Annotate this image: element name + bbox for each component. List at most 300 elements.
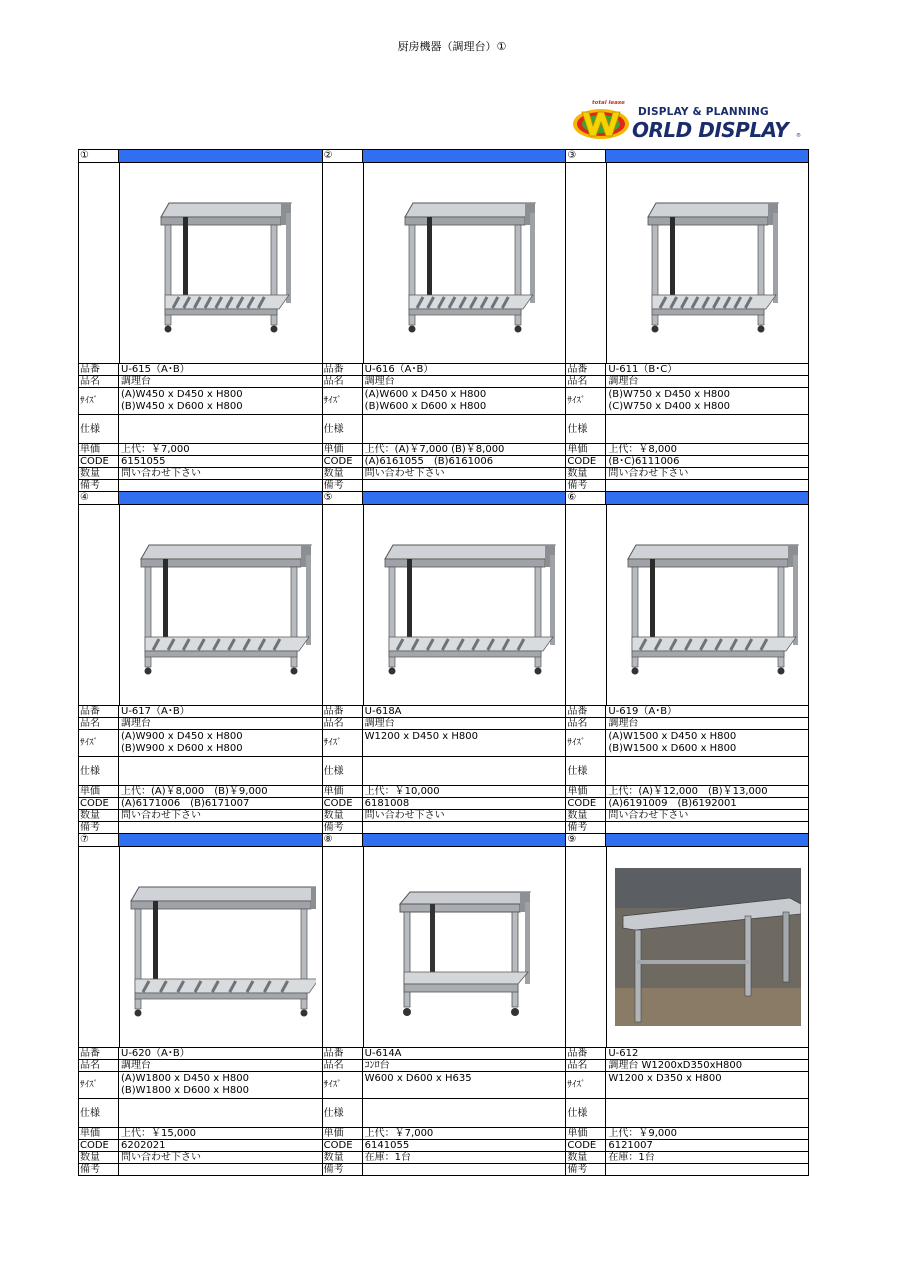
qty-label: 数量 — [323, 1152, 363, 1163]
product-grid — [78, 149, 809, 1176]
product-number-bar — [606, 834, 808, 846]
spec-row — [566, 1099, 808, 1128]
size-label-text: ｻｲｽﾞ — [567, 395, 586, 406]
hinban-value: U-615（A･B） — [121, 364, 190, 375]
qty-row — [79, 810, 322, 822]
size-line-1: (A)W1800 x D450 x H800 — [121, 1073, 249, 1084]
product-card — [566, 492, 809, 834]
qty-value: 問い合わせ下さい — [121, 1152, 201, 1163]
size-row — [566, 388, 808, 415]
size-line-1: (A)W600 x D450 x H800 — [364, 389, 487, 400]
size-label-text: ｻｲｽﾞ — [80, 395, 99, 406]
product-number-row — [323, 834, 566, 847]
size-label — [79, 388, 119, 414]
product-number-bar — [606, 492, 808, 504]
hinmei-row — [323, 1060, 566, 1072]
code-value: (A)6191009 (B)6192001 — [608, 798, 737, 809]
hinmei-row — [79, 718, 322, 730]
hinban-value: U-617（A･B） — [121, 706, 190, 717]
code-label: CODE — [566, 456, 606, 467]
note-value — [119, 480, 322, 491]
hinmei-value: 調理台 W1200xD350xH800 — [608, 1060, 743, 1071]
product-image-row — [79, 847, 322, 1048]
code-row — [79, 456, 322, 468]
size-line-1: (A)W900 x D450 x H800 — [121, 731, 243, 742]
product-number-row — [323, 150, 566, 163]
size-label — [323, 1072, 363, 1098]
w-logo-icon — [572, 106, 630, 140]
note-value — [119, 1164, 322, 1175]
qty-value: 問い合わせ下さい — [608, 810, 689, 821]
code-value: 6151055 — [121, 456, 166, 467]
image-spacer — [79, 163, 119, 363]
note-row — [323, 480, 566, 492]
size-row — [79, 730, 322, 757]
price-row — [566, 786, 808, 798]
size-label — [323, 388, 363, 414]
price-row — [566, 1128, 808, 1140]
price-label: 単価 — [79, 444, 119, 455]
image-spacer — [566, 163, 606, 363]
qty-row — [323, 1152, 566, 1164]
size-line-2: (B)W1800 x D600 x H800 — [121, 1085, 249, 1096]
code-label: CODE — [79, 1140, 119, 1151]
product-card — [323, 834, 567, 1176]
product-card — [566, 834, 809, 1176]
size-value — [363, 388, 566, 414]
hinban-label: 品番 — [323, 1048, 363, 1059]
hinban-label: 品番 — [79, 364, 119, 375]
product-block-row — [79, 492, 809, 834]
hinban-row — [79, 1048, 322, 1060]
qty-row — [79, 468, 322, 480]
note-value — [606, 822, 808, 833]
spec-label: 仕様 — [79, 1099, 119, 1127]
size-label-text: ｻｲｽﾞ — [80, 1079, 99, 1090]
logo-registered-mark: ® — [796, 133, 801, 139]
spec-value — [606, 757, 808, 785]
qty-label: 数量 — [566, 810, 606, 821]
price-value: 上代：￥10,000 — [364, 786, 440, 797]
size-label — [566, 730, 606, 756]
hinmei-value: 調理台 — [121, 718, 151, 729]
note-value — [119, 822, 322, 833]
hinban-label: 品番 — [79, 706, 119, 717]
size-line-1: (A)W450 x D450 x H800 — [121, 389, 243, 400]
hinban-row — [323, 1048, 566, 1060]
hinban-value: U-619（A･B） — [608, 706, 678, 717]
product-image — [606, 163, 808, 363]
qty-value: 問い合わせ下さい — [121, 468, 201, 479]
hinban-label: 品番 — [566, 364, 606, 375]
size-row — [323, 730, 566, 757]
hinmei-row — [566, 376, 808, 388]
size-line-1: (B)W750 x D450 x H800 — [608, 389, 730, 400]
size-value — [119, 388, 322, 414]
hinmei-label: 品名 — [79, 718, 119, 729]
size-label — [323, 730, 363, 756]
size-label — [566, 1072, 606, 1098]
note-row — [79, 480, 322, 492]
price-label: 単価 — [566, 786, 606, 797]
product-image — [119, 163, 322, 363]
image-spacer — [79, 505, 119, 705]
spec-label: 仕様 — [566, 757, 606, 785]
qty-row — [79, 1152, 322, 1164]
product-image — [119, 505, 322, 705]
qty-value: 在庫：1台 — [608, 1152, 655, 1163]
qty-label: 数量 — [566, 468, 606, 479]
qty-label: 数量 — [79, 810, 119, 821]
hinban-label: 品番 — [323, 706, 363, 717]
note-value — [606, 1164, 808, 1175]
hinmei-value: 調理台 — [364, 376, 395, 387]
hinban-label: 品番 — [79, 1048, 119, 1059]
spec-label: 仕様 — [79, 415, 119, 443]
note-row — [566, 480, 808, 492]
note-value — [363, 480, 566, 491]
spec-value — [119, 757, 322, 785]
size-label — [79, 730, 119, 756]
code-row — [566, 456, 808, 468]
size-row — [566, 730, 808, 757]
size-line-2: (B)W600 x D600 x H800 — [364, 401, 487, 412]
note-row — [79, 1164, 322, 1176]
price-value: 上代：(A)￥8,000 (B)￥9,000 — [121, 786, 268, 797]
size-line-1: (A)W1500 x D450 x H800 — [608, 731, 737, 742]
size-line-2: (B)W900 x D600 x H800 — [121, 743, 243, 754]
product-number: ⑦ — [79, 834, 119, 846]
spec-value — [606, 415, 808, 443]
size-value — [119, 730, 322, 756]
hinmei-value: 調理台 — [121, 376, 151, 387]
spec-value — [119, 1099, 322, 1127]
note-value — [363, 822, 566, 833]
code-label: CODE — [323, 456, 363, 467]
product-number-row — [566, 150, 808, 163]
product-image — [363, 505, 566, 705]
hinmei-row — [323, 376, 566, 388]
product-card — [79, 834, 323, 1176]
size-label-text: ｻｲｽﾞ — [323, 737, 342, 748]
qty-value: 問い合わせ下さい — [608, 468, 689, 479]
note-row — [566, 822, 808, 834]
product-number-row — [79, 150, 322, 163]
price-value: 上代：￥9,000 — [608, 1128, 677, 1139]
size-line-1: W1200 x D450 x H800 — [364, 731, 478, 742]
price-label: 単価 — [79, 786, 119, 797]
price-value: 上代：￥8,000 — [608, 444, 677, 455]
hinmei-row — [79, 376, 322, 388]
note-label: 備考 — [79, 1164, 119, 1175]
hinban-row — [323, 706, 566, 718]
spec-value — [119, 415, 322, 443]
logo-line2: ORLD DISPLAY — [632, 118, 789, 142]
hinmei-row — [79, 1060, 322, 1072]
size-value — [119, 1072, 322, 1098]
hinmei-label: 品名 — [323, 376, 363, 387]
note-value — [363, 1164, 566, 1175]
spec-value — [606, 1099, 808, 1127]
note-label: 備考 — [566, 822, 606, 833]
company-logo — [572, 100, 804, 144]
note-label: 備考 — [323, 822, 363, 833]
qty-row — [566, 810, 808, 822]
code-value: (A)6161055 (B)6161006 — [364, 456, 494, 467]
code-value: 6181008 — [364, 798, 410, 809]
code-value: (A)6171006 (B)6171007 — [121, 798, 250, 809]
size-line-1: W600 x D600 x H635 — [364, 1073, 472, 1084]
product-number-bar — [363, 834, 566, 846]
size-label-text: ｻｲｽﾞ — [323, 1079, 342, 1090]
spec-row — [566, 757, 808, 786]
hinmei-value: 調理台 — [121, 1060, 151, 1071]
note-row — [323, 822, 566, 834]
price-row — [79, 786, 322, 798]
size-line-1: W1200 x D350 x H800 — [608, 1073, 722, 1084]
product-number-row — [79, 834, 322, 847]
hinban-row — [323, 364, 566, 376]
hinban-row — [566, 364, 808, 376]
spec-label: 仕様 — [323, 757, 363, 785]
qty-label: 数量 — [323, 810, 363, 821]
price-label: 単価 — [323, 786, 363, 797]
code-row — [323, 456, 566, 468]
code-row — [79, 798, 322, 810]
product-number: ① — [79, 150, 119, 162]
spec-value — [363, 757, 566, 785]
hinmei-row — [323, 718, 566, 730]
price-row — [323, 786, 566, 798]
product-number: ② — [323, 150, 363, 162]
hinmei-label: 品名 — [566, 376, 606, 387]
product-image-row — [323, 505, 566, 706]
code-label: CODE — [566, 1140, 606, 1151]
product-image-row — [323, 163, 566, 364]
hinban-label: 品番 — [566, 1048, 606, 1059]
product-card — [323, 492, 567, 834]
size-row — [79, 388, 322, 415]
size-label — [79, 1072, 119, 1098]
spec-row — [79, 1099, 322, 1128]
price-label: 単価 — [323, 1128, 363, 1139]
size-value — [363, 1072, 566, 1098]
price-label: 単価 — [566, 1128, 606, 1139]
hinmei-value: 調理台 — [608, 376, 639, 387]
hinmei-label: 品名 — [323, 1060, 363, 1071]
product-image — [606, 505, 808, 705]
code-value: 6202021 — [121, 1140, 166, 1151]
size-value — [606, 730, 808, 756]
product-image-row — [79, 163, 322, 364]
hinmei-value: 調理台 — [608, 718, 639, 729]
price-value: 上代：(A)￥12,000 (B)￥13,000 — [608, 786, 768, 797]
spec-row — [566, 415, 808, 444]
price-row — [79, 1128, 322, 1140]
product-number-row — [566, 834, 808, 847]
image-spacer — [566, 505, 606, 705]
qty-row — [323, 468, 566, 480]
product-number-bar — [119, 834, 322, 846]
qty-value: 在庫：1台 — [364, 1152, 412, 1163]
size-row — [79, 1072, 322, 1099]
hinmei-label: 品名 — [566, 718, 606, 729]
product-image-row — [323, 847, 566, 1048]
size-value — [363, 730, 566, 756]
code-row — [566, 1140, 808, 1152]
product-card — [79, 492, 323, 834]
hinban-label: 品番 — [566, 706, 606, 717]
product-card — [566, 150, 809, 492]
code-label: CODE — [323, 1140, 363, 1151]
code-label: CODE — [323, 798, 363, 809]
hinban-value: U-618A — [364, 706, 402, 717]
hinban-value: U-614A — [364, 1048, 402, 1059]
code-row — [323, 798, 566, 810]
image-spacer — [566, 847, 606, 1047]
code-row — [79, 1140, 322, 1152]
product-image-row — [79, 505, 322, 706]
code-value: (B･C)6111006 — [608, 456, 680, 467]
spec-row — [79, 757, 322, 786]
hinmei-label: 品名 — [323, 718, 363, 729]
product-image — [363, 163, 566, 363]
spec-row — [323, 415, 566, 444]
product-number: ⑧ — [323, 834, 363, 846]
hinmei-value: ｺﾝﾛ台 — [364, 1060, 390, 1071]
price-label: 単価 — [566, 444, 606, 455]
product-image-row — [566, 163, 808, 364]
hinmei-label: 品名 — [79, 376, 119, 387]
hinban-label: 品番 — [323, 364, 363, 375]
code-row — [566, 798, 808, 810]
product-image-row — [566, 505, 808, 706]
price-row — [79, 444, 322, 456]
spec-label: 仕様 — [566, 415, 606, 443]
product-number-bar — [363, 492, 566, 504]
size-label-text: ｻｲｽﾞ — [567, 737, 586, 748]
note-label: 備考 — [79, 480, 119, 491]
hinban-value: U-620（A･B） — [121, 1048, 190, 1059]
price-row — [323, 444, 566, 456]
qty-label: 数量 — [79, 1152, 119, 1163]
qty-row — [566, 1152, 808, 1164]
price-row — [323, 1128, 566, 1140]
product-card — [79, 150, 323, 492]
image-spacer — [79, 847, 119, 1047]
product-block-row — [79, 150, 809, 492]
product-block-row — [79, 834, 809, 1176]
hinmei-row — [566, 1060, 808, 1072]
hinmei-label: 品名 — [566, 1060, 606, 1071]
spec-row — [323, 757, 566, 786]
size-line-2: (B)W1500 x D600 x H800 — [608, 743, 737, 754]
note-row — [79, 822, 322, 834]
image-spacer — [323, 847, 363, 1047]
product-number: ⑨ — [566, 834, 606, 846]
product-image — [119, 847, 322, 1047]
spec-value — [363, 415, 566, 443]
code-label: CODE — [79, 798, 119, 809]
product-number-bar — [119, 492, 322, 504]
size-value — [606, 388, 808, 414]
price-value: 上代：￥7,000 — [364, 1128, 434, 1139]
logo-line1: DISPLAY & PLANNING — [638, 106, 769, 118]
code-row — [323, 1140, 566, 1152]
price-value: 上代：(A)￥7,000 (B)￥8,000 — [364, 444, 505, 455]
size-row — [323, 388, 566, 415]
product-number: ③ — [566, 150, 606, 162]
size-line-2: (B)W450 x D600 x H800 — [121, 401, 243, 412]
product-number-row — [323, 492, 566, 505]
note-row — [323, 1164, 566, 1176]
hinban-row — [566, 1048, 808, 1060]
size-label-text: ｻｲｽﾞ — [567, 1079, 586, 1090]
note-row — [566, 1164, 808, 1176]
size-row — [566, 1072, 808, 1099]
size-row — [323, 1072, 566, 1099]
note-label: 備考 — [323, 480, 363, 491]
qty-row — [323, 810, 566, 822]
spec-label: 仕様 — [79, 757, 119, 785]
qty-value: 問い合わせ下さい — [364, 810, 445, 821]
hinmei-label: 品名 — [79, 1060, 119, 1071]
hinban-row — [566, 706, 808, 718]
price-label: 単価 — [79, 1128, 119, 1139]
spec-row — [79, 415, 322, 444]
size-value — [606, 1072, 808, 1098]
product-number: ④ — [79, 492, 119, 504]
product-number-row — [79, 492, 322, 505]
hinban-value: U-616（A･B） — [364, 364, 434, 375]
qty-row — [566, 468, 808, 480]
note-label: 備考 — [566, 480, 606, 491]
code-label: CODE — [566, 798, 606, 809]
qty-label: 数量 — [566, 1152, 606, 1163]
spec-value — [363, 1099, 566, 1127]
qty-value: 問い合わせ下さい — [364, 468, 445, 479]
logo-small-text: total lease — [592, 100, 625, 106]
size-label-text: ｻｲｽﾞ — [80, 737, 99, 748]
product-image — [606, 847, 808, 1047]
note-label: 備考 — [79, 822, 119, 833]
note-label: 備考 — [323, 1164, 363, 1175]
hinban-row — [79, 706, 322, 718]
size-line-2: (C)W750 x D400 x H800 — [608, 401, 731, 412]
note-label: 備考 — [566, 1164, 606, 1175]
spec-label: 仕様 — [323, 1099, 363, 1127]
spec-label: 仕様 — [566, 1099, 606, 1127]
price-value: 上代：￥15,000 — [121, 1128, 196, 1139]
product-number-bar — [119, 150, 322, 162]
size-label — [566, 388, 606, 414]
product-image-row — [566, 847, 808, 1048]
product-number-row — [566, 492, 808, 505]
product-number-bar — [363, 150, 566, 162]
code-label: CODE — [79, 456, 119, 467]
hinmei-row — [566, 718, 808, 730]
qty-label: 数量 — [323, 468, 363, 479]
price-value: 上代：￥7,000 — [121, 444, 190, 455]
spec-row — [323, 1099, 566, 1128]
image-spacer — [323, 163, 363, 363]
image-spacer — [323, 505, 363, 705]
product-number-bar — [606, 150, 808, 162]
product-number: ⑥ — [566, 492, 606, 504]
qty-label: 数量 — [79, 468, 119, 479]
hinmei-value: 調理台 — [364, 718, 395, 729]
product-image — [363, 847, 566, 1047]
